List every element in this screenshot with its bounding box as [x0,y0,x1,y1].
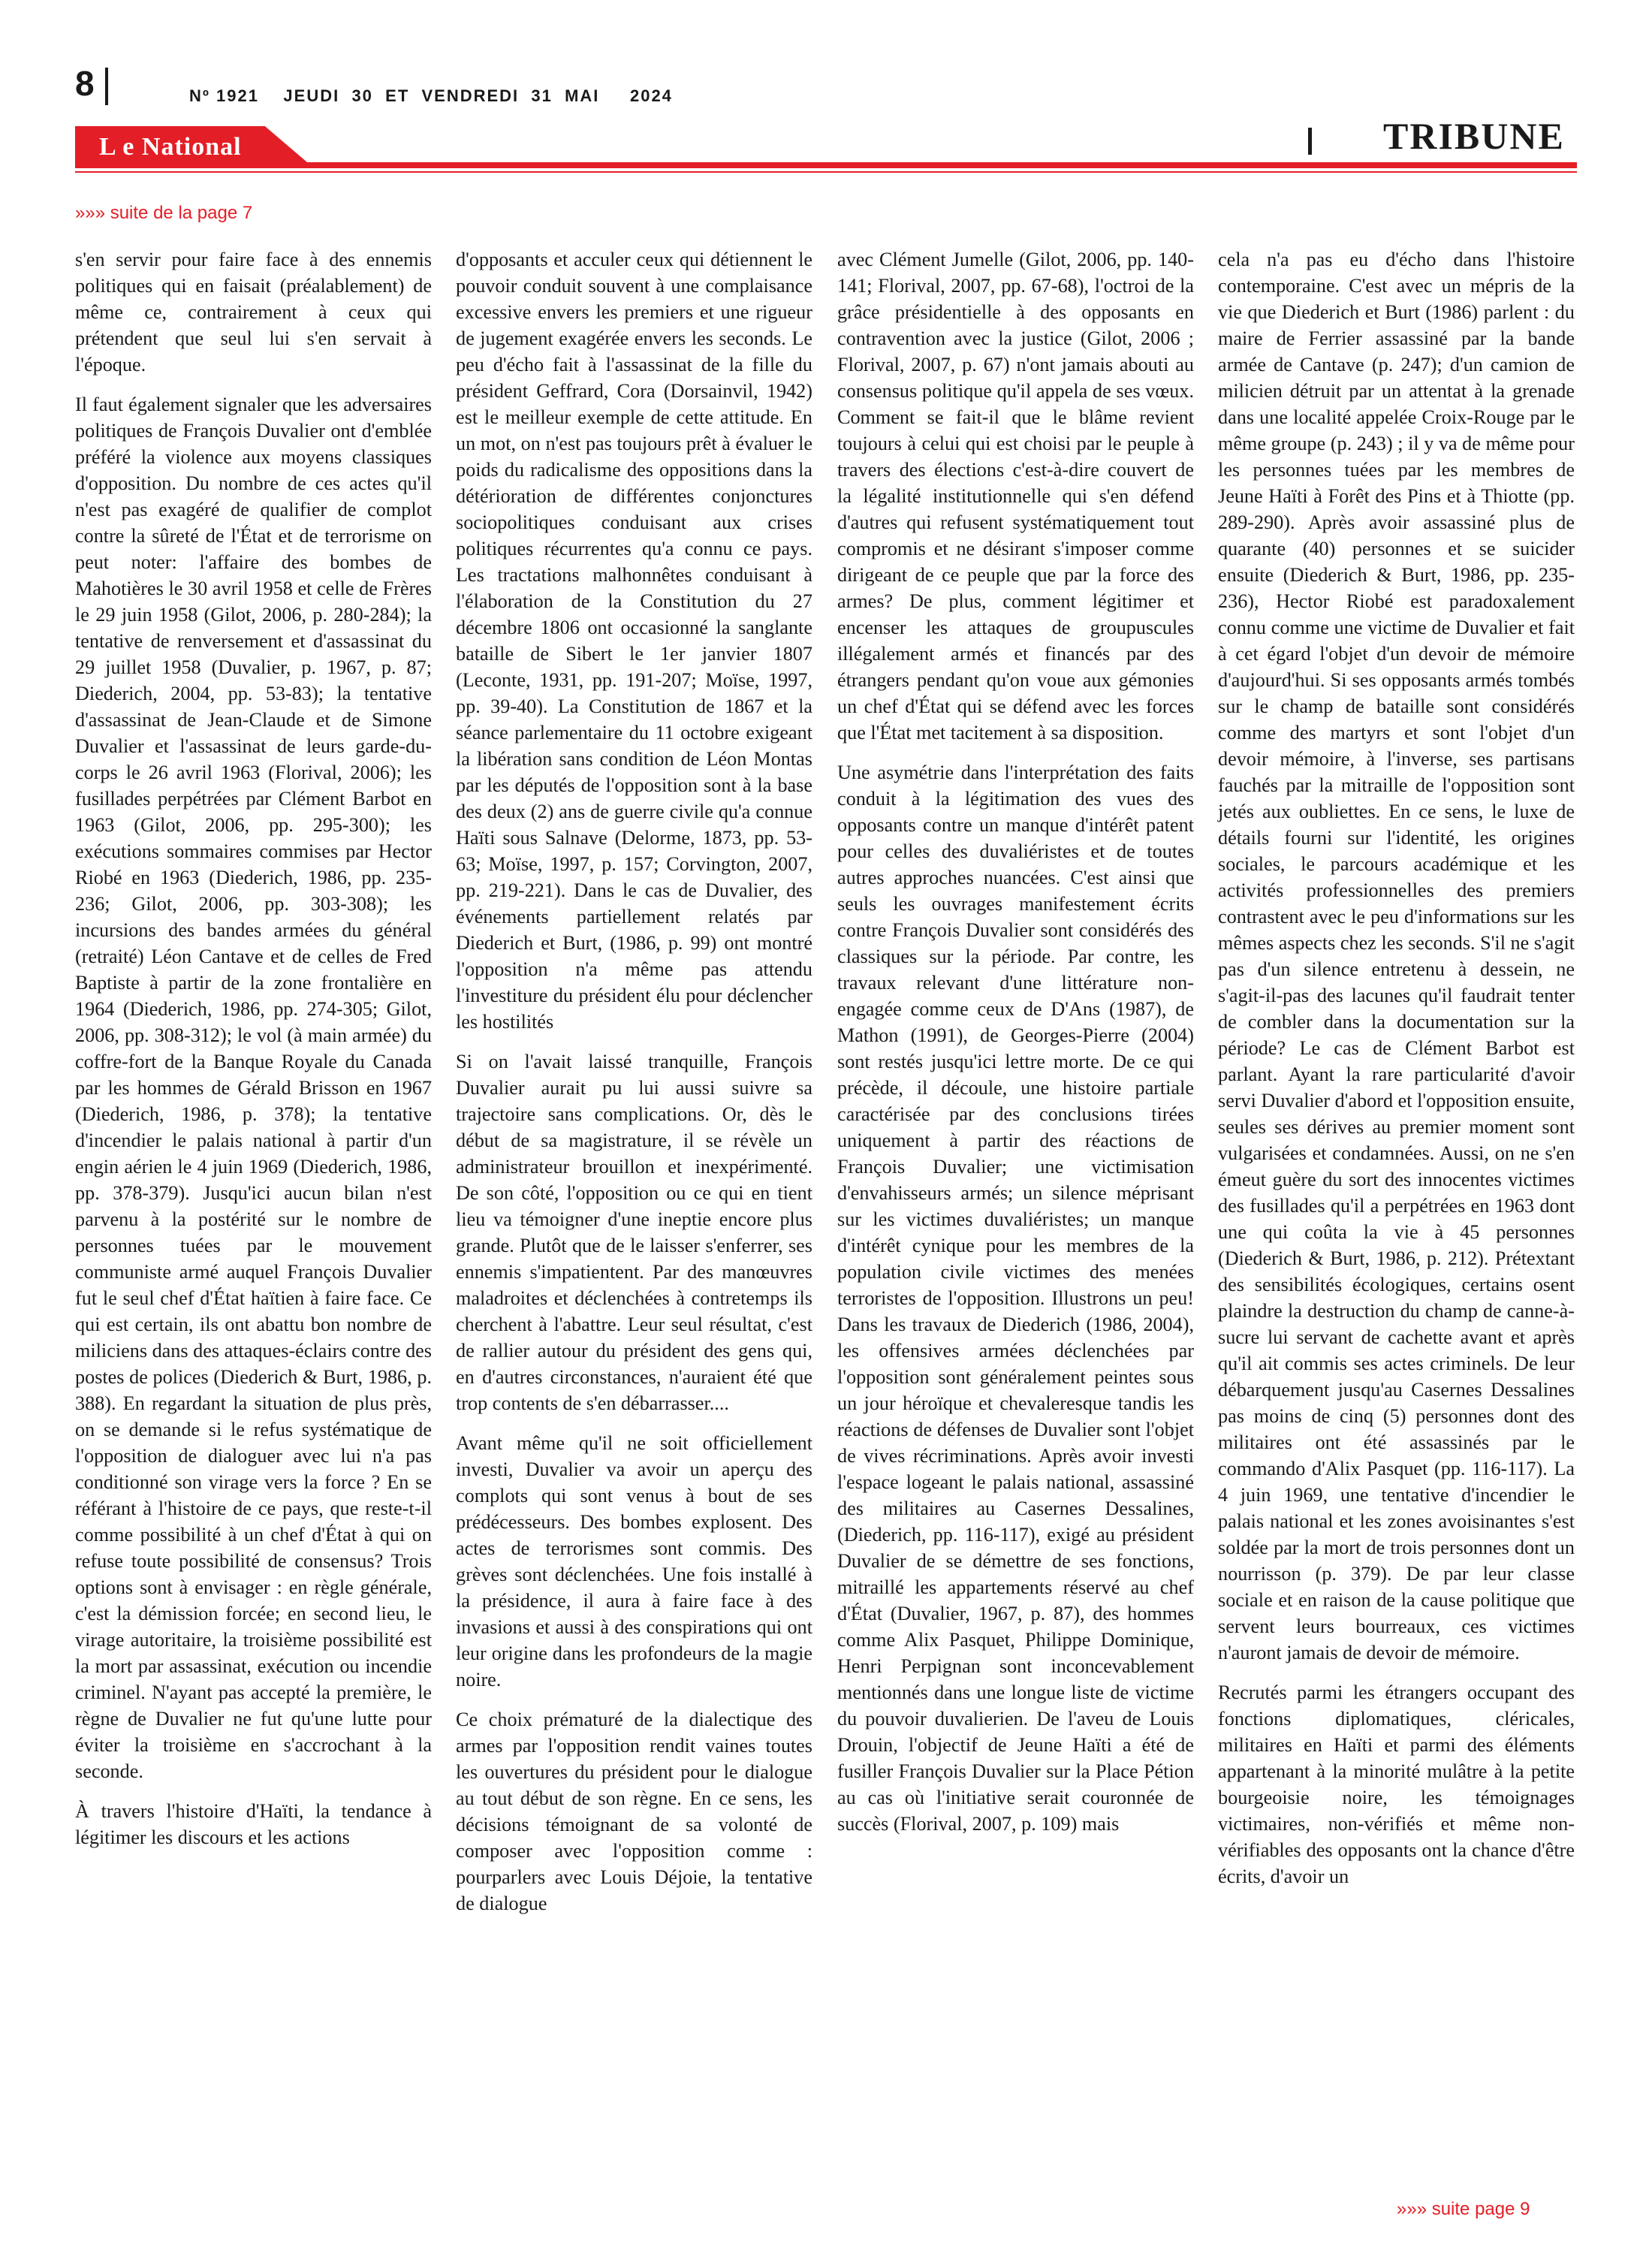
article-column-2 [456,246,812,1930]
section-divider [1308,128,1312,155]
article-column-4 [1218,246,1575,1903]
header-rule-thin [75,171,1577,173]
section-title: TRIBUNE [1383,115,1565,157]
paragraph: Une asymétrie dans l'interprétation des faits conduit à la légitimation des vues des opposants contre un manque d'intérêt patent pour celles des duvaliéristes et de toutes autres approches nuancées. C'est ainsi que seuls les ouvrages manifestement écrits contre François Duvalier sont considérés des classiques sur la période. Par contre, les travaux relevant d'une littérature non-engagée comme ceux de D'Ans (1987), de Mathon (1991), de Georges-Pierre (2004) sont restés jusqu'ici lettre morte. De ce qui précède, il découle, une histoire partiale caractérisée par des conclusions tirées uniquement à partir des réactions de François Duvalier; une victimisation d'envahisseurs armés; un silence méprisant sur les victimes duvaliéristes; un manque d'intérêt cynique pour les membres de la population civile victimes des menées terroristes de l'opposition. Illustrons un peu! Dans les travaux de Diederich (1986, 2004), les offensives armées déclenchées par l'opposition sont généralement peintes sous un jour héroïque et chevaleresque tandis les réactions de défenses de Duvalier sont l'objet de vives récriminations. Après avoir investi l'espace logeant le palais national, assassiné des militaires au Casernes Dessalines, (Diederich, pp. 116-117), exigé au président Duvalier de se démettre de ses fonctions, mitraillé les appartements réservé au chef d'État (Duvalier, 1967, p. 87), des hommes comme Alix Pasquet, Philippe Dominique, Henri Perpignan sont inconcevablement mentionnés dans une longue liste de victime du pouvoir duvalierien. De l'aveu de Louis Drouin, l'objectif de Jeune Haïti a été de fusiller François Duvalier sur la Place Pétion au cas où l'initiative serait couronnée de succès (Florival, 2007, p. 109) mais [837,762,1194,1835]
newspaper-logo: L e National [99,133,242,161]
article-column-3 [837,246,1194,1850]
paragraph: avec Clément Jumelle (Gilot, 2006, pp. 140-141; Florival, 2007, pp. 67-68), l'octroi de la grâce présidentielle à des opposants en contravention avec la justice (Gilot, 2006 ; Florival, 2007, p. 67) n'ont jamais abouti au consensus politique qu'il appela de ses vœux. Comment se fait-il que le blâme revient toujours à celui qui est choisi par le peuple à travers des élections c'est-à-dire couvert de la légalité institutionnelle qui s'en défend d'autres qui refusent systématiquement tout compromis et ne désirant s'imposer comme dirigeant de ce peuple que par la force des armes? De plus, comment légitimer et encenser les attaques de groupuscules illégalement armés et financés par des étrangers pendant qu'on voue aux gémonies un chef d'État qui se défend avec les forces que l'État met tacitement à sa disposition. [837,249,1194,743]
paragraph: s'en servir pour faire face à des ennemis politiques qui en faisait (préalablement) de même ce, contrairement à ceux qui prétendent que seul lui s'en servait à l'époque. [75,249,432,376]
page-number-divider [105,68,108,105]
issue-date-line: Nº 1921 JEUDI 30 ET VENDREDI 31 MAI 2024 [189,86,673,105]
paragraph: Il faut également signaler que les adversaires politiques de François Duvalier ont d'emblée préféré la violence aux moyens classiques d'opposition. Du nombre de ces actes qu'il n'est pas exagéré de qualifier de complot contre la sûreté de l'État et de terrorisme on peut noter: l'affaire des bombes de Mahotières le 30 avril 1958 et celle de Frères le 29 juin 1958 (Gilot, 2006, p. 280-284); la tentative de renversement et d'assassinat du 29 juillet 1958 (Duvalier, p. 1967, p. 87; Diederich, 2004, pp. 53-83); la tentative d'assassinat de Jean-Claude et de Simone Duvalier et l'assassinat de leurs garde-du-corps le 26 avril 1963 (Florival, 2006); les fusillades perpétrées par Clément Barbot en 1963 (Gilot, 2006, pp. 295-300); les exécutions sommaires commises par Hector Riobé en 1963 (Diederich, 1986, pp. 235-236; Gilot, 2006, pp. 303-308); les incursions des bandes armées du général (retraité) Léon Cantave et de celles de Fred Baptiste à partir de la zone frontalière en 1964 (Diederich, 1986, pp. 274-305; Gilot, 2006, pp. 308-312); le vol (à main armée) du coffre-fort de la Banque Royale du Canada par les hommes de Gérald Brisson en 1967 (Diederich, 1986, p. 378); la tentative d'incendier le palais national à partir d'un engin aérien le 4 juin 1969 (Diederich, 1986, pp. 378-379). Jusqu'ici aucun bilan n'est parvenu à la postérité sur le nombre de personnes tuées par le mouvement communiste armé auquel François Duvalier fut le seul chef d'État haïtien à faire face. Ce qui est certain, ils ont abattu bon nombre de miliciens dans des attaques-éclairs contre des postes de polices (Diederich & Burt, 1986, p. 388). En regardant la situation de plus près, on se demande si le refus systématique de l'opposition de dialoguer avec lui n'a pas conditionné son virage vers la force ? En se référant à l'histoire de ce pays, que reste-t-il comme possibilité à un chef d'État à qui on refuse toute possibilité de consensus? Trois options sont à envisager : en règle générale, c'est la démission forcée; en second lieu, le virage autoritaire, la troisième possibilité est la mort par assassinat, exécution ou incendie criminel. N'ayant pas accepté la première, le règne de Duvalier ne fut qu'une lutte pour éviter la troisième en s'accrochant à la seconde. [75,394,432,1782]
article-column-1 [75,246,432,1864]
paragraph: Avant même qu'il ne soit officiellement investi, Duvalier va avoir un aperçu des complots qui sont venus à bout de ses prédécesseurs. Des bombes explosent. Des actes de terrorismes sont commis. Des grèves sont déclenchées. Une fois installé à la présidence, il aura à faire face à des invasions et aussi à des conspirations qui ont leur origine dans les profondeurs de la magie noire. [456,1432,812,1691]
paragraph: À travers l'histoire d'Haïti, la tendance à légitimer les discours et les actions [75,1800,432,1848]
header-rule [75,162,1577,168]
paragraph: d'opposants et acculer ceux qui détiennent le pouvoir conduit souvent à une complaisance excessive envers les premiers et une rigueur de jugement exagérée envers les seconds. Le peu d'écho fait à l'assassinat de la fille du président Geffrard, Cora (Dorsainvil, 1942) est le meilleur exemple de cette attitude. En un mot, on n'est pas toujours prêt à évaluer le poids du radicalisme des oppositions dans la détérioration de différentes conjonctures sociopolitiques conduisant aux crises politiques récurrentes qu'a connu ce pays. Les tractations malhonnêtes conduisant à l'élaboration de la Constitution du 27 décembre 1806 ont occasionné la sanglante bataille de Sibert le 1er janvier 1807 (Leconte, 1931, pp. 191-207; Moïse, 1997, pp. 39-40). La Constitution de 1867 et la séance parlementaire du 11 octobre exigeant la libération sans condition de Léon Montas par les députés de l'opposition sont à la base des deux (2) ans de guerre civile qu'a connue Haïti sous Salnave (Delorme, 1873, pp. 53-63; Moïse, 1997, p. 157; Corvington, 2007, pp. 219-221). Dans le cas de Duvalier, des événements partiellement relatés par Diederich et Burt, (1986, p. 99) ont montré l'opposition n'a même pas attendu l'investiture du président élu pour déclencher les hostilités [456,249,812,1033]
paragraph: Si on l'avait laissé tranquille, François Duvalier aurait pu lui aussi suivre sa trajectoire sans complications. Or, dès le début de sa magistrature, il se révèle un administrateur brouillon et inexpérimenté. De son côté, l'opposition ou ce qui en tient lieu va témoigner d'une ineptie encore plus grande. Plutôt que de le laisser s'enferrer, ses ennemis s'impatientent. Par des manœuvres maladroites et déclenchées à contretemps ils cherchent à l'abattre. Leur seul résultat, c'est de rallier autour du président des gens qui, en d'autres circonstances, n'auraient été que trop contents de s'en débarrasser.... [456,1051,812,1414]
paragraph: cela n'a pas eu d'écho dans l'histoire contemporaine. C'est avec un mépris de la vie que Diederich et Burt (1986) parlent : du maire de Ferrier assassiné par la bande armée de Cantave (p. 247); d'un camion de milicien détruit par un attentat à la grenade dans une localité appelée Croix-Rouge par le même groupe (p. 243) ; il y va de même pour les personnes tuées par les membres de Jeune Haïti à Forêt des Pins et à Thiotte (pp. 289-290). Après avoir assassiné plus de quarante (40) personnes et se suicider ensuite (Diederich & Burt, 1986, pp. 235-236), Hector Riobé est paradoxalement connu comme une victime de Duvalier et fait à cet égard l'objet d'un devoir de mémoire d'aujourd'hui. Si ses opposants armés tombés sur le champ de bataille sont considérés comme des martyrs et sont l'objet d'un devoir mémoire, à l'inverse, ses partisans fauchés par la mitraille de l'opposition sont jetés aux oubliettes. En ce sens, le luxe de détails fourni sur l'identité, les origines sociales, le parcours académique et les activités professionnelles des premiers contrastent avec le peu d'informations sur les mêmes aspects chez les seconds. S'il ne s'agit pas d'un silence entretenu à dessein, ne s'agit-il-pas des lacunes qu'il faudrait tenter de combler dans la documentation sur la période? Le cas de Clément Barbot est parlant. Ayant la rare particularité d'avoir servi Duvalier d'abord et l'opposition ensuite, seules ses dérives au premier moment sont vulgarisées et condamnées. Aussi, on ne s'en émeut guère du sort des innocentes victimes des fusillades qu'il a perpétrées en 1963 dont une qui coûta la vie à 45 personnes (Diederich & Burt, 1986, p. 212). Prétextant des sensibilités écologiques, certains osent plaindre la destruction du champ de canne-à-sucre lui servant de cachette avant et après qu'il ait commis ses actes criminels. De leur débarquement jusqu'au Casernes Dessalines pas moins de cinq (5) personnes dont des militaires ont été assassinés par le commando d'Alix Pasquet (pp. 116-117). La 4 juin 1969, une tentative d'incendier le palais national et les zones avoisinantes s'est soldée par la mort de trois personnes dont un nourrisson (p. 379). De par leur classe sociale et en raison de la cause politique que servent leurs bourreaux, ces victimes n'auront jamais de devoir de mémoire. [1218,249,1575,1663]
continued-from-label: »»» suite de la page 7 [75,203,253,223]
paragraph: Recrutés parmi les étrangers occupant des fonctions diplomatiques, cléricales, militaires en Haïti et parmi des éléments appartenant à la minorité mulâtre à la petite bourgeoisie noire, les témoignages victimaires, non-vérifiés et même non-vérifiables des opposants ont la chance d'être écrits, d'avoir un [1218,1681,1575,1887]
continued-on-label[interactable]: »»» suite page 9 [1397,2199,1530,2219]
page-number: 8 [75,64,95,103]
paragraph: Ce choix prématuré de la dialectique des armes par l'opposition rendit vaines toutes les ouvertures du président pour le dialogue au tout début de son règne. En ce sens, les décisions témoignant de sa volonté de composer avec l'opposition comme : pourparlers avec Louis Déjoie, la tentative de dialogue [456,1709,812,1914]
